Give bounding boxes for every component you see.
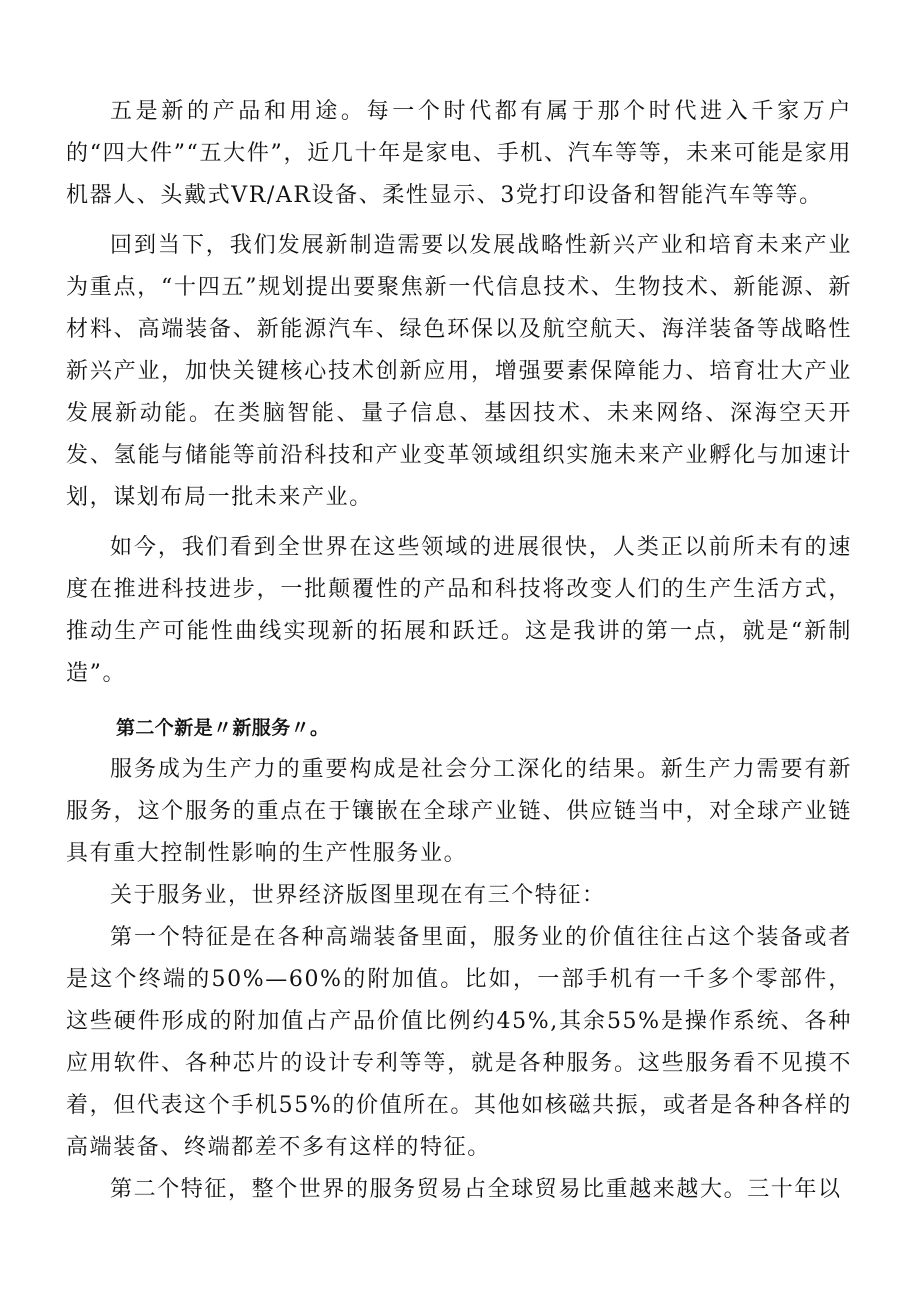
document-body xyxy=(66,91,852,1211)
paragraph-strategic-industries: 回到当下，我们发展新制造需要以发展战略性新兴产业和培育未来产业为重点，“十四五”规划提出要聚焦新一代信息技术、生物技术、新能源、新材料、高端装备、新能源汽车、绿色环保以及航空航天、海洋装备等战略性新兴产业，加快关键核心技术创新应用，增强要素保障能力、培育壮大产业发展新动能。在类脑智能、量子信息、基因技术、未来网络、深海空天开发、氢能与储能等前沿科技和产业变革领域组织实施未来产业孵化与加速计划，谋划布局一批未来产业。 xyxy=(66,233,852,510)
paragraph-first-feature: 第一个特征是在各种高端装备里面，服务业的价值往往占这个装备或者是这个终端的50%—60%的附加值。比如，一部手机有一千多个零部件，这些硬件形成的附加值占产品价值比例约45%,其余55%是操作系统、各种应用软件、各种芯片的设计专利等等，就是各种服务。这些服务看不见摸不着，但代表这个手机55%的价值所在。其他如核磁共振，或者是各种各样的高端装备、终端都差不多有这样的特征。 xyxy=(66,925,852,1160)
paragraph-new-manufacturing-summary: 如今，我们看到全世界在这些领域的进展很快，人类正以前所未有的速度在推进科技进步，一批颠覆性的产品和科技将改变人们的生产生活方式，推动生产可能性曲线实现新的拓展和跃迁。这是我讲的第一点，就是“新制造”。 xyxy=(66,535,852,686)
paragraph-three-features: 关于服务业，世界经济版图里现在有三个特征： xyxy=(110,883,606,908)
paragraph-second-feature: 第二个特征，整个世界的服务贸易占全球贸易比重越来越大。三十年以 xyxy=(110,1177,842,1202)
paragraph-new-products: 五是新的产品和用途。每一个时代都有属于那个时代进入千家万户的“四大件”“五大件”，近几十年是家电、手机、汽车等等，未来可能是家用机器人、头戴式VR/AR设备、柔性显示、3党打印设备和智能汽车等等。 xyxy=(66,99,852,208)
paragraph-services-productivity: 服务成为生产力的重要构成是社会分工深化的结果。新生产力需要有新服务，这个服务的重点在于镶嵌在全球产业链、供应链当中，对全球产业链具有重大控制性影响的生产性服务业。 xyxy=(66,757,852,866)
section-heading-new-services: 第二个新是〃新服务〃。 xyxy=(116,717,330,739)
